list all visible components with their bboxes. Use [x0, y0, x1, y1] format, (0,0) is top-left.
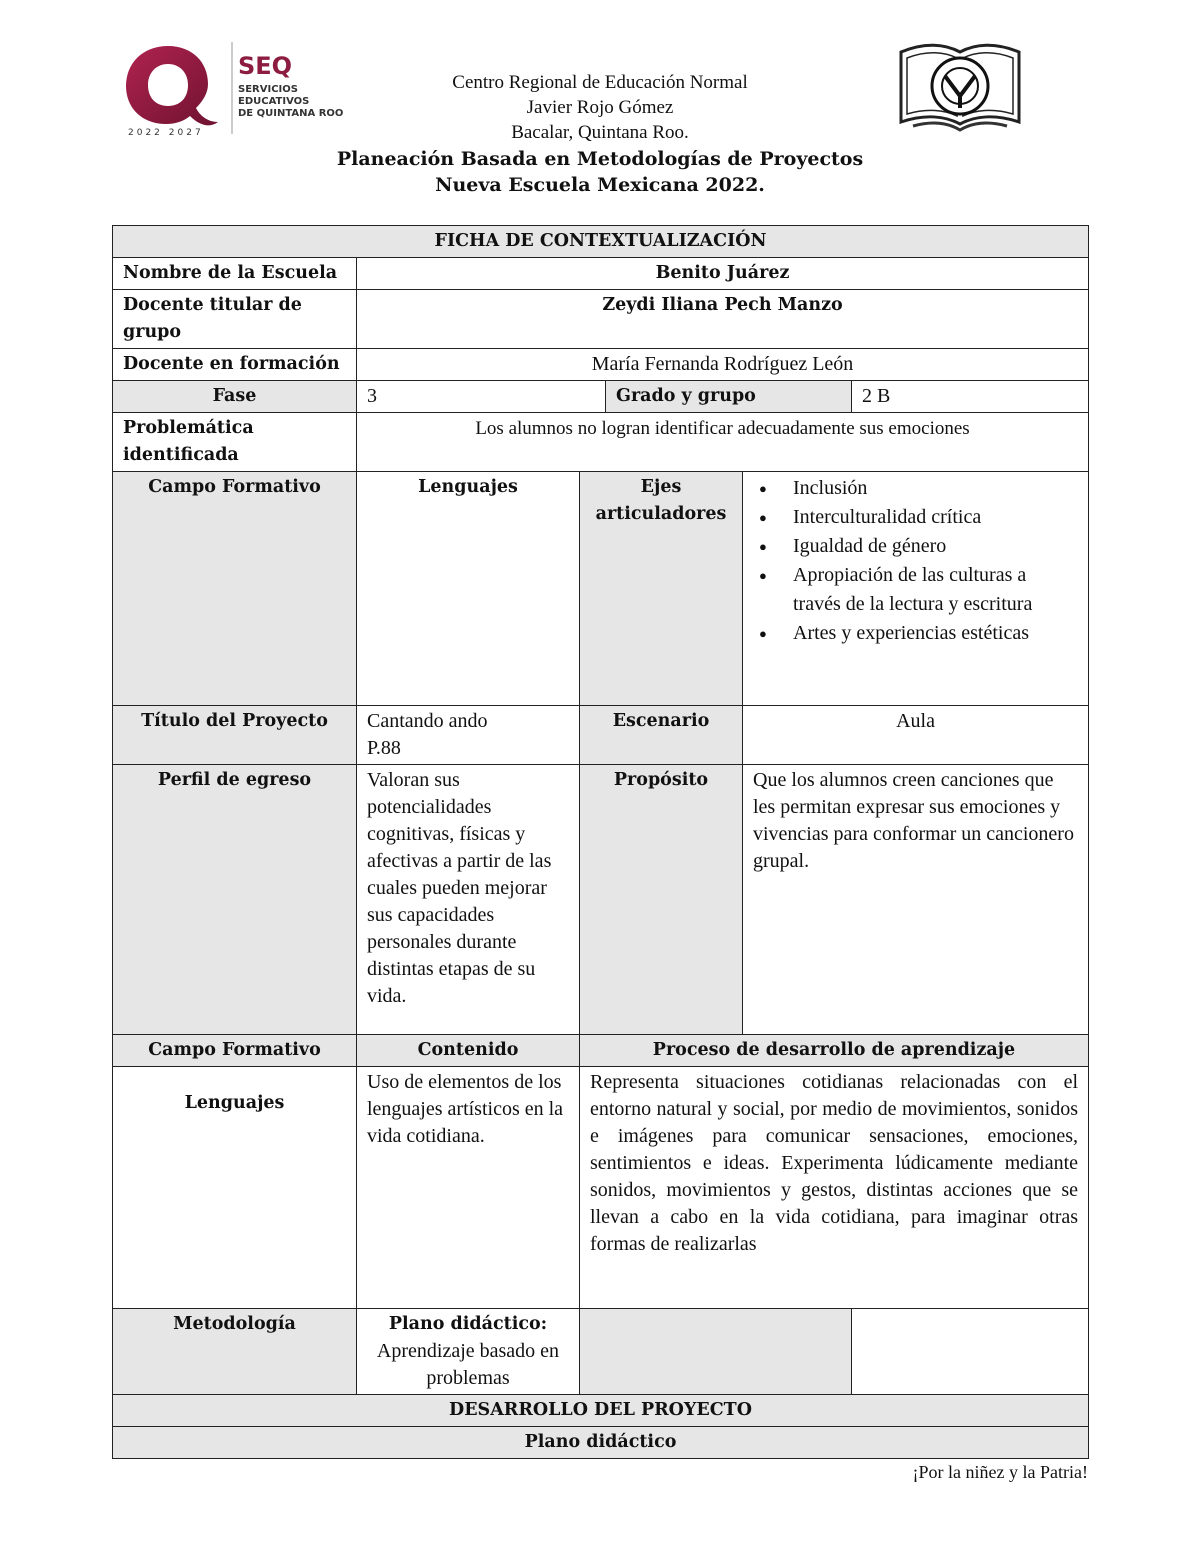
titular-label: Docente titular de grupo: [113, 290, 357, 349]
titulo-label: Título del Proyecto: [113, 706, 357, 765]
table-heading: FICHA DE CONTEXTUALIZACIÓN: [113, 226, 1089, 258]
fase-value: 3: [357, 381, 606, 413]
footer-motto: ¡Por la niñez y la Patria!: [912, 1462, 1088, 1482]
title-line: Nueva Escuela Mexicana 2022.: [435, 174, 765, 196]
formacion-value: María Fernanda Rodríguez León: [357, 349, 1089, 381]
list-item: ● Artes y experiencias estéticas: [793, 619, 1078, 648]
list-item: ● Igualdad de género: [793, 532, 1078, 561]
list-item: ● Apropiación de las culturas a través de la lectura y escritura: [793, 561, 1078, 619]
ejes-list: [753, 474, 1078, 648]
metodologia-label: Metodología: [113, 1309, 357, 1395]
plano-value: Aprendizaje basado en problemas: [376, 1340, 560, 1389]
list-item: ● Inclusión: [793, 474, 1078, 503]
logo-line: DE QUINTANA ROO: [238, 108, 344, 119]
institution-line: Centro Regional de Educación Normal: [452, 72, 748, 93]
list-item: ● Interculturalidad crítica: [793, 503, 1078, 532]
institution-block: [300, 70, 900, 145]
contenido-label: Contenido: [357, 1035, 580, 1067]
logo-years: 2022 2027: [128, 128, 204, 138]
titulo-cell: [357, 706, 580, 765]
logo-brand: SEQ: [238, 52, 293, 80]
title-line: Planeación Basada en Metodologías de Proyectos: [336, 148, 864, 170]
fase-label: Fase: [113, 381, 357, 413]
cren-seal-logo: [895, 38, 1025, 138]
contenido-value: Uso de elementos de los lenguajes artísticos en la vida cotidiana.: [357, 1067, 580, 1309]
escuela-value: Benito Juárez: [357, 258, 1089, 290]
formacion-label: Docente en formación: [113, 349, 357, 381]
document-title: [250, 146, 950, 198]
escenario-label: Escenario: [580, 706, 743, 765]
campo2-label: Campo Formativo: [113, 1035, 357, 1067]
empty-cell: [852, 1309, 1089, 1395]
problematica-label: Problemática identificada: [113, 413, 357, 472]
titulo-value: Cantando ando: [367, 710, 488, 732]
titulo-page: P.88: [367, 737, 401, 759]
contextualization-table: [112, 225, 1089, 1459]
plano-heading: Plano didáctico: [113, 1427, 1089, 1459]
escenario-value: Aula: [743, 706, 1089, 765]
perfil-label: Perfil de egreso: [113, 765, 357, 1035]
problematica-value: Los alumnos no logran identificar adecuadamente sus emociones: [357, 413, 1089, 472]
ejes-label: Ejes articuladores: [580, 472, 743, 706]
campo2-value: Lenguajes: [113, 1067, 357, 1309]
grado-label: Grado y grupo: [606, 381, 852, 413]
escuela-label: Nombre de la Escuela: [113, 258, 357, 290]
titular-value: Zeydi Iliana Pech Manzo: [357, 290, 1089, 349]
institution-line: Bacalar, Quintana Roo.: [511, 122, 689, 143]
proposito-value: Que los alumnos creen canciones que les permitan expresar sus emociones y vivencias para conformar un cancionero grupal.: [743, 765, 1089, 1035]
proceso-value: Representa situaciones cotidianas relacionadas con el entorno natural y social, por medio de movimientos, sonidos e imágenes para comunicar sensaciones, emociones, sentimientos e ideas. Experimenta lúdicamente mediante sonidos, movimientos y gestos, distintas acciones que se llevan a cabo en la vida cotidiana, para imaginar otras formas de realizarlas: [580, 1067, 1089, 1309]
institution-line: Javier Rojo Gómez: [526, 97, 674, 118]
logo-line: SERVICIOS: [238, 84, 298, 95]
logo-line: EDUCATIVOS: [238, 96, 310, 107]
ejes-cell: [743, 472, 1089, 706]
perfil-value: Valoran sus potencialidades cognitivas, físicas y afectivas a partir de las cuales pueden mejorar sus capacidades personales durante distintas etapas de su vida.: [357, 765, 580, 1035]
campo-value: Lenguajes: [357, 472, 580, 706]
proposito-label: Propósito: [580, 765, 743, 1035]
campo-label: Campo Formativo: [113, 472, 357, 706]
plano-label: Plano didáctico:: [388, 1314, 548, 1334]
grado-value: 2 B: [852, 381, 1089, 413]
empty-cell: [580, 1309, 852, 1395]
plano-cell: [357, 1309, 580, 1395]
desarrollo-heading: DESARROLLO DEL PROYECTO: [113, 1395, 1089, 1427]
proceso-label: Proceso de desarrollo de aprendizaje: [580, 1035, 1089, 1067]
